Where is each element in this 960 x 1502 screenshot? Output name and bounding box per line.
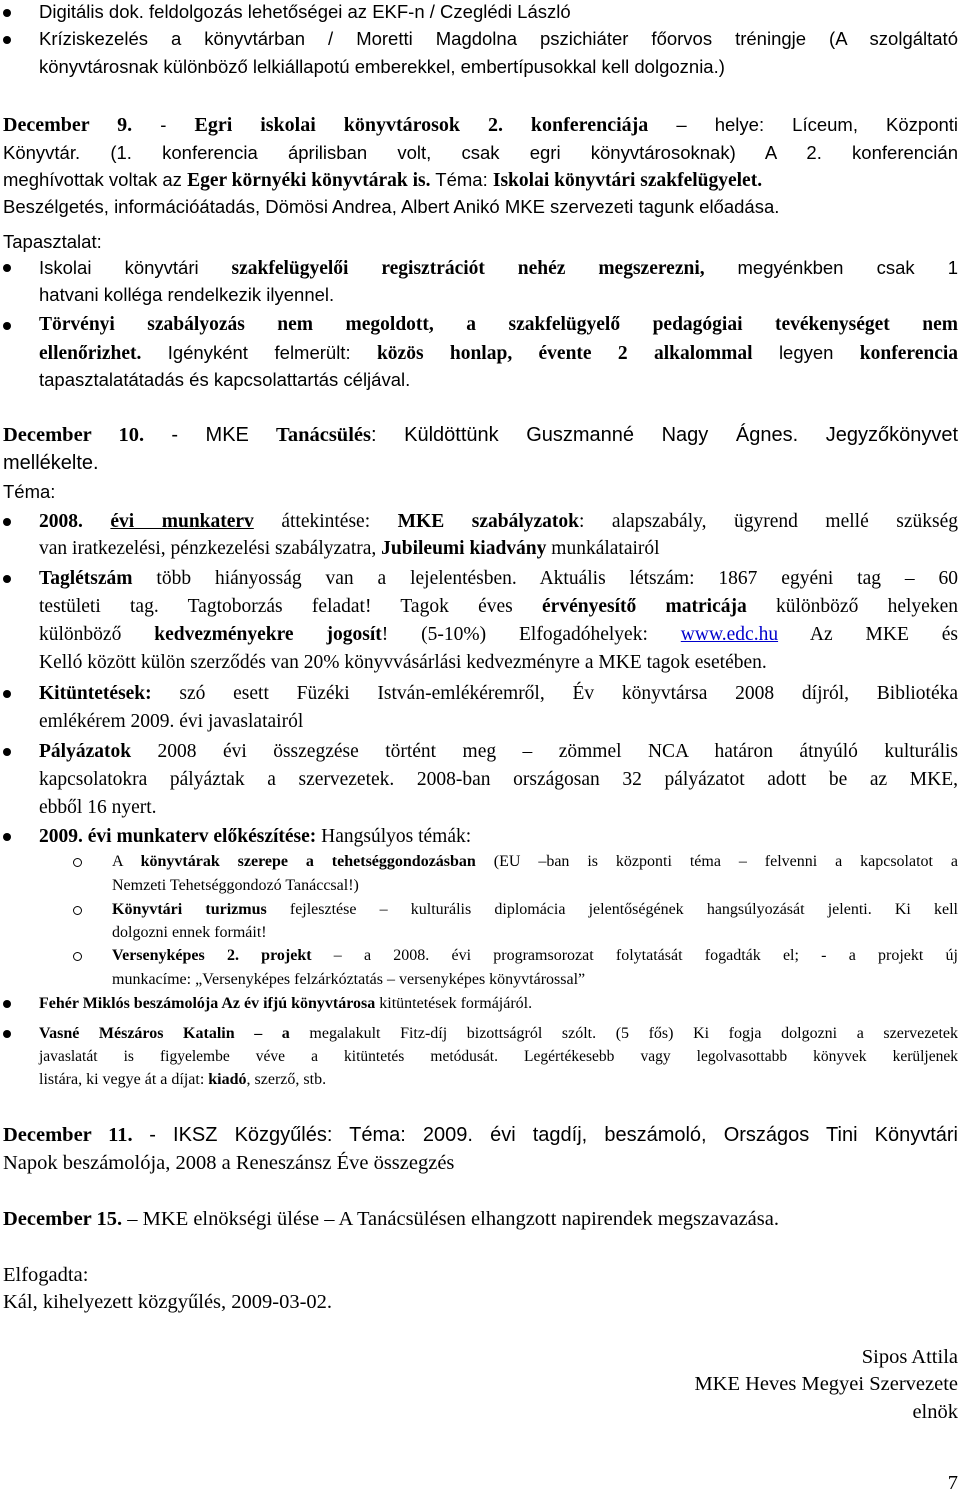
- list-item-continuation: különböző kedvezményekre jogosít! (5-10%) Elfogadóhelyek: www.edc.hu Az MKE és: [39, 624, 959, 645]
- sublist-item-continuation: munkacíme: „Versenyképes felzárkóztatás – versenyképes könyvtárossal”: [112, 971, 586, 988]
- circle-bullet-icon: [73, 952, 82, 961]
- dec9-tapasztalat-label: Tapasztalat:: [3, 231, 102, 252]
- bullet-icon: [3, 264, 11, 272]
- page-number: 7: [947, 1472, 958, 1494]
- dec11-line1: December 11. - IKSZ Közgyűlés: Téma: 2009. évi tagdíj, beszámoló, Országos Tini Könyvtári: [3, 1124, 958, 1146]
- bullet-icon: [3, 36, 11, 44]
- sublist-item: Könyvtári turizmus fejlesztése – kulturális diplomácia jelentőségének hangsúlyozását jelenti. Ki kell: [112, 901, 959, 918]
- bullet-icon: [3, 1000, 11, 1008]
- list-item-continuation: ebből 16 nyert.: [39, 797, 157, 818]
- list-item: Vasné Mészáros Katalin – a megalakult Fitz-díj bizottságról szólt. (5 fős) Ki fogja dolgozni a szervezetek: [39, 1025, 958, 1042]
- dec9-line2: Könyvtár. (1. konferencia áprilisban volt, csak egri könyvtárosoknak) A 2. konferencián: [3, 142, 958, 163]
- sublist-item-continuation: Nemzeti Tehetséggondozó Tanáccsal!): [112, 877, 359, 894]
- list-item: Fehér Miklós beszámolója Az év ifjú könyvtárosa kitüntetések formájáról.: [39, 995, 533, 1012]
- dec9-title: Egri iskolai könyvtárosok 2. konferenciája: [194, 114, 649, 136]
- dec10-line2: mellékelte.: [3, 452, 99, 474]
- list-item: 2008. évi munkaterv áttekintése: MKE szabályzatok: alapszabály, ügyrend mellé szükség: [39, 511, 958, 532]
- bullet-icon: [3, 833, 11, 841]
- sublist-item: A könyvtárak szerepe a tehetséggondozásban (EU –ban is központi téma – felvenni a kapcsolatot a: [112, 853, 959, 870]
- list-item: Digitális dok. feldolgozás lehetőségei az EKF-n / Czeglédi László: [39, 1, 571, 22]
- adoption-place-date: Kál, kihelyezett közgyűlés, 2009-03-02.: [3, 1291, 333, 1313]
- list-item: Taglétszám több hiányosság van a lejelentésben. Aktuális létszám: 1867 egyéni tag – 60: [39, 568, 958, 589]
- list-item: Törvényi szabályozás nem megoldott, a szakfelügyelő pedagógiai tevékenységet nem: [39, 314, 958, 335]
- list-item-continuation: hatvani kolléga rendelkezik ilyennel.: [39, 284, 335, 305]
- bullet-icon: [3, 575, 11, 583]
- signatory-title: elnök: [912, 1401, 958, 1423]
- signatory-organization: MKE Heves Megyei Szervezete: [694, 1373, 958, 1395]
- list-item-continuation: ellenőrizhet. Igényként felmerült: közös honlap, évente 2 alkalommal legyen konferencia: [39, 342, 959, 364]
- list-item-continuation: javaslatát is figyelembe véve a kitüntetés metódusát. Legértékesebb vagy legolvasottabb könyvek kerüljenek: [39, 1048, 958, 1065]
- list-item-continuation: könyvtárosnak különböző lelkiállapotú emberekkel, embertípusokkal kell dolgoznia.): [39, 56, 725, 77]
- bullet-icon: [3, 322, 11, 330]
- bullet-icon: [3, 690, 11, 698]
- list-item: Iskolai könyvtári szakfelügyelői regisztrációt nehéz megszerezni, megyénkben csak 1: [39, 257, 959, 279]
- list-item-continuation: tapasztalatátadás és kapcsolattartás céljával.: [39, 369, 411, 390]
- list-item: Pályázatok 2008 évi összegzése történt meg – zömmel NCA határon átnyúló kulturális: [39, 741, 958, 762]
- list-item-continuation: kapcsolatokra pályáztak a szervezetek. 2008-ban országosan 32 pályázatot adott be az MKE,: [39, 769, 958, 790]
- list-item: Kitüntetések: szó esett Füzéki István-emlékéremről, Év könyvtársa 2008 díjról, Bibliotéka: [39, 683, 959, 704]
- dec10-tema-label: Téma:: [3, 481, 56, 502]
- dec11-line2: Napok beszámolója, 2008 a Reneszánsz Éve összegzés: [3, 1152, 455, 1174]
- bullet-icon: [3, 748, 11, 756]
- sublist-item: Versenyképes 2. projekt – a 2008. évi programsorozat folytatását fogadták el; - a projekt új: [112, 947, 959, 964]
- list-item-continuation: van iratkezelési, pénzkezelési szabályzatra, Jubileumi kiadvány munkálatairól: [39, 538, 660, 559]
- dec9-date: December 9.: [3, 114, 133, 136]
- bullet-icon: [3, 518, 11, 526]
- circle-bullet-icon: [73, 858, 82, 867]
- circle-bullet-icon: [73, 906, 82, 915]
- website-link[interactable]: www.edc.hu: [680, 624, 779, 645]
- signatory-name: Sipos Attila: [861, 1346, 958, 1368]
- elfogadta-label: Elfogadta:: [3, 1264, 89, 1286]
- list-item-continuation: emlékérem 2009. évi javaslatairól: [39, 711, 304, 732]
- bullet-icon: [3, 1030, 11, 1038]
- dec9-line4: Beszélgetés, információátadás, Dömösi Andrea, Albert Anikó MKE szervezeti tagunk előadása.: [3, 196, 780, 217]
- sublist-item-continuation: dolgozni ennek formáit!: [112, 924, 267, 941]
- dec9-venue: – helye: Líceum, Központi: [676, 114, 959, 135]
- dec9-line3: meghívottak voltak az Eger környéki könyvtárak is. Téma: Iskolai könyvtári szakfelügyelet.: [3, 169, 763, 191]
- dec9-line1: [3, 111, 958, 140]
- list-item: 2009. évi munkaterv előkészítése: Hangsúlyos témák:: [39, 826, 472, 847]
- dec15-line: December 15. – MKE elnökségi ülése – A Tanácsülésen elhangzott napirendek megszavazása.: [3, 1208, 779, 1230]
- list-item-continuation: testületi tag. Tagtoborzás feladat! Tagok éves érvényesítő matricája különböző helyeken: [39, 596, 958, 617]
- bullet-icon: [3, 9, 11, 17]
- list-item-continuation: Kelló között külön szerződés van 20% könyvvásárlási kedvezményre a MKE tagok esetében.: [39, 652, 767, 673]
- list-item-continuation: listára, ki vegye át a díjat: kiadó, szerző, stb.: [39, 1071, 327, 1088]
- dec9-dash: -: [160, 114, 167, 135]
- list-item: Kríziskezelés a könyvtárban / Moretti Magdolna pszichiáter főorvos tréningje (A szolgáltató: [39, 28, 958, 49]
- dec10-line1: December 10. - MKE Tanácsülés: Küldöttünk Guszmanné Nagy Ágnes. Jegyzőkönyvet: [3, 424, 958, 446]
